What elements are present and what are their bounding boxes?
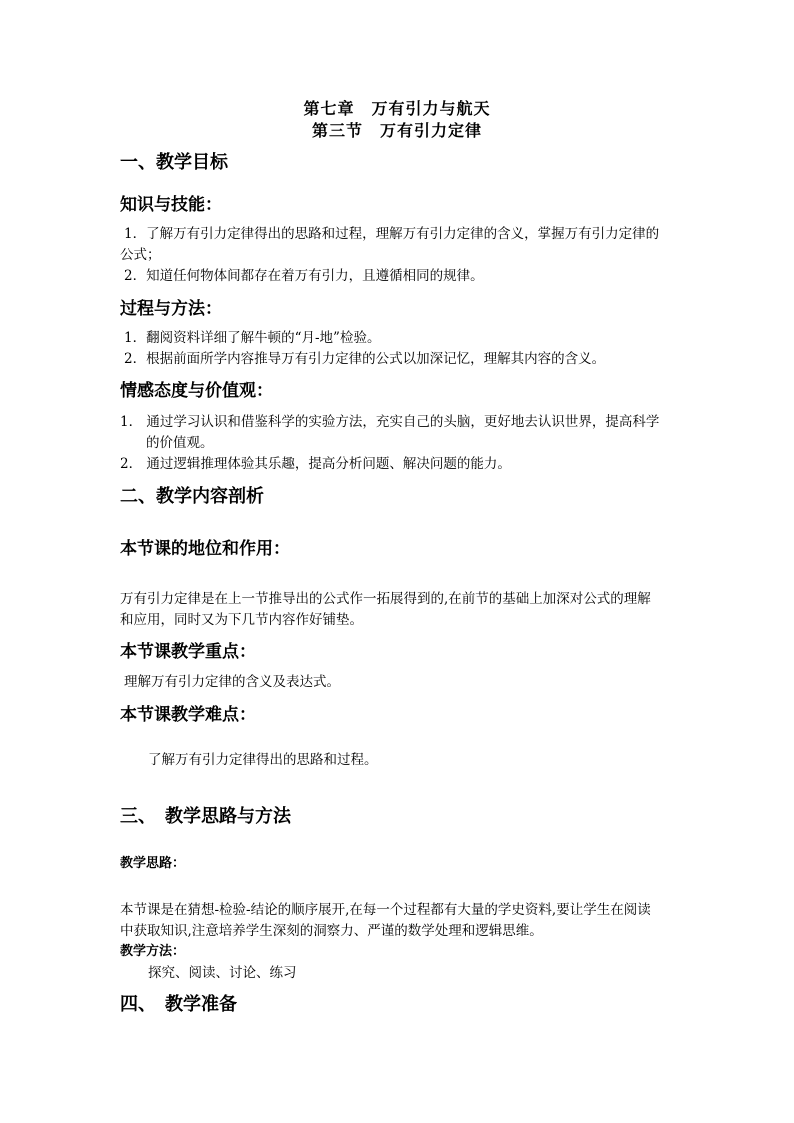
- subheading-position-role: 本节课的地位和作用：: [120, 539, 290, 559]
- subheading-difficulty: 本节课教学难点：: [120, 705, 256, 725]
- emotion-item-1-line-1: 1． 通过学习认识和借鉴科学的实验方法，充实自己的头脑，更好地去认识世界，提高科学: [120, 414, 660, 430]
- subheading-teaching-idea: 教学思路：: [120, 856, 186, 871]
- knowledge-item-1-line-1: 1．了解万有引力定律得出的思路和过程，理解万有引力定律的含义，掌握万有引力定律的: [124, 226, 660, 242]
- knowledge-item-1-line-2: 公式；: [120, 247, 161, 263]
- section-heading-ideas-methods: 三、 教学思路与方法: [120, 806, 291, 827]
- section-title: 第三节 万有引力定律: [311, 121, 482, 140]
- subheading-knowledge-skills: 知识与技能：: [120, 195, 222, 215]
- subheading-emotion-values: 情感态度与价值观：: [120, 381, 273, 401]
- subheading-key-point: 本节课教学重点：: [120, 642, 256, 662]
- teaching-idea-line-1: 本节课是在猜想-检验-结论的顺序展开,在每一个过程都有大量的学史资料,要让学生在阅读: [120, 902, 651, 918]
- section-heading-objectives: 一、教学目标: [120, 152, 228, 173]
- difficulty-text: 了解万有引力定律得出的思路和过程。: [148, 752, 378, 768]
- emotion-item-2: 2． 通过逻辑推理体验其乐趣，提高分析问题、解决问题的能力。: [120, 456, 511, 472]
- knowledge-item-2: 2．知道任何物体间都存在着万有引力，且遵循相同的规律。: [124, 268, 484, 284]
- process-item-1: 1．翻阅资料详细了解牛顿的“月-地”检验。: [124, 330, 381, 346]
- key-point-text: 理解万有引力定律的含义及表达式。: [124, 674, 340, 690]
- process-item-2: 2．根据前面所学内容推导万有引力定律的公式以加深记忆，理解其内容的含义。: [124, 351, 606, 367]
- position-text-line-1: 万有引力定律是在上一节推导出的公式作一拓展得到的,在前节的基础上加深对公式的理解: [120, 591, 651, 607]
- chapter-title: 第七章 万有引力与航天: [303, 99, 491, 118]
- section-heading-content-analysis: 二、教学内容剖析: [120, 486, 264, 507]
- teaching-idea-line-2: 中获取知识,注意培养学生深刻的洞察力、严谨的数学处理和逻辑思维。: [120, 923, 543, 939]
- teaching-method-text: 探究、阅读、讨论、练习: [148, 965, 297, 981]
- subheading-teaching-method: 教学方法：: [120, 944, 186, 959]
- section-heading-preparation: 四、 教学准备: [120, 994, 237, 1015]
- subheading-process-methods: 过程与方法：: [120, 299, 222, 319]
- emotion-item-1-line-2: 的价值观。: [146, 435, 214, 451]
- position-text-line-2: 和应用，同时又为下几节内容作好铺垫。: [120, 612, 363, 628]
